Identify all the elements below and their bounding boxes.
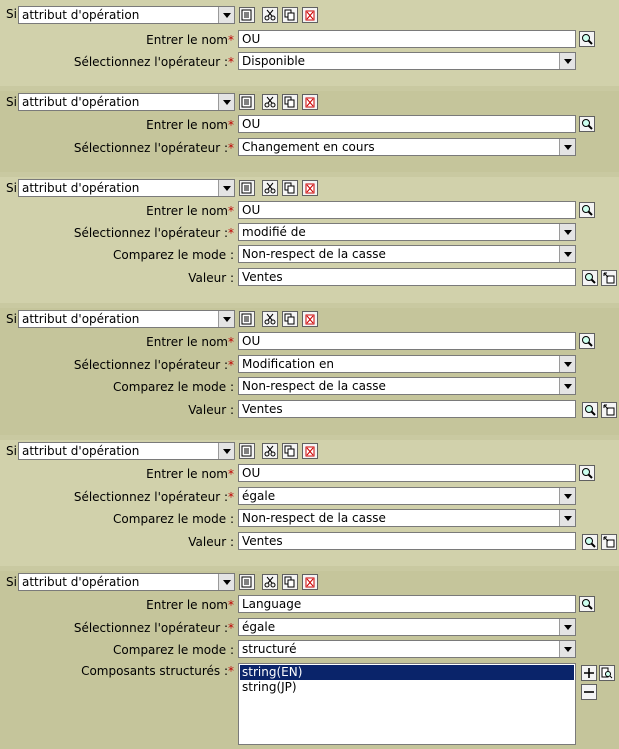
browse-icon[interactable] [579, 333, 595, 349]
condition-type-select[interactable] [18, 93, 235, 111]
delete-icon[interactable] [302, 180, 318, 196]
condition-block-2 [0, 91, 619, 172]
value-label: Valeur : [188, 403, 234, 417]
edit-argument-icon[interactable] [239, 574, 255, 590]
if-label: Si [6, 181, 17, 195]
browse-icon[interactable] [582, 270, 598, 286]
condition-type-value: attribut d'opération [22, 312, 140, 326]
compare-mode-select[interactable]: Non-respect de la casse [238, 245, 576, 263]
compare-mode-label: Comparez le mode : [113, 512, 234, 526]
edit-argument-icon[interactable] [239, 94, 255, 110]
value-input[interactable]: Ventes [238, 268, 576, 286]
browse-icon[interactable] [582, 402, 598, 418]
name-input[interactable]: OU [238, 201, 576, 219]
condition-type-value: attribut d'opération [22, 444, 140, 458]
enter-name-label: Entrer le nom* [146, 118, 234, 132]
browse-icon[interactable] [579, 31, 595, 47]
cut-icon[interactable] [262, 311, 278, 327]
chevron-down-icon[interactable] [218, 443, 234, 459]
edit-argument-icon[interactable] [239, 443, 255, 459]
if-label: Si [6, 312, 17, 326]
if-label: Si [6, 575, 17, 589]
condition-block-3 [0, 177, 619, 303]
condition-block-4 [0, 308, 619, 435]
condition-type-value: attribut d'opération [22, 8, 140, 22]
edit-argument-icon[interactable] [239, 180, 255, 196]
condition-type-select[interactable] [18, 442, 235, 460]
select-operator-label: Sélectionnez l'opérateur :* [73, 621, 234, 635]
compare-mode-label: Comparez le mode : [113, 643, 234, 657]
if-label: Si [6, 95, 17, 109]
chevron-down-icon[interactable] [218, 574, 234, 590]
condition-type-select[interactable] [18, 573, 235, 591]
copy-icon[interactable] [282, 311, 298, 327]
delete-icon[interactable] [302, 94, 318, 110]
cut-icon[interactable] [262, 94, 278, 110]
enter-name-label: Entrer le nom* [146, 467, 234, 481]
select-operator-label: Sélectionnez l'opérateur :* [73, 226, 234, 240]
operator-select[interactable]: Disponible [238, 52, 576, 70]
select-operator-label: Sélectionnez l'opérateur :* [73, 141, 234, 155]
argument-builder-icon[interactable] [601, 270, 617, 286]
name-input[interactable]: OU [238, 332, 576, 350]
value-input[interactable]: Ventes [238, 400, 576, 418]
chevron-down-icon[interactable] [559, 510, 575, 526]
if-label: Si [6, 444, 17, 458]
chevron-down-icon[interactable] [559, 139, 575, 155]
copy-icon[interactable] [282, 7, 298, 23]
compare-mode-select[interactable]: Non-respect de la casse [238, 377, 576, 395]
chevron-down-icon[interactable] [559, 356, 575, 372]
copy-icon[interactable] [282, 94, 298, 110]
copy-icon[interactable] [282, 574, 298, 590]
condition-block-1 [0, 0, 619, 86]
chevron-down-icon[interactable] [218, 180, 234, 196]
select-operator-label: Sélectionnez l'opérateur :* [73, 358, 234, 372]
compare-mode-label: Comparez le mode : [113, 248, 234, 262]
chevron-down-icon[interactable] [218, 311, 234, 327]
value-label: Valeur : [188, 271, 234, 285]
list-item[interactable]: string(JP) [242, 680, 297, 694]
value-input[interactable]: Ventes [238, 532, 576, 550]
chevron-down-icon[interactable] [559, 378, 575, 394]
condition-block-6 [0, 571, 619, 749]
enter-name-label: Entrer le nom* [146, 335, 234, 349]
chevron-down-icon[interactable] [218, 7, 234, 23]
condition-type-value: attribut d'opération [22, 95, 140, 109]
name-input[interactable]: OU [238, 30, 576, 48]
cut-icon[interactable] [262, 574, 278, 590]
compare-mode-label: Comparez le mode : [113, 380, 234, 394]
condition-block-5 [0, 440, 619, 566]
edit-argument-icon[interactable] [239, 311, 255, 327]
copy-icon[interactable] [282, 443, 298, 459]
chevron-down-icon[interactable] [559, 488, 575, 504]
operator-select[interactable]: Changement en cours [238, 138, 576, 156]
copy-icon[interactable] [282, 180, 298, 196]
browse-icon[interactable] [582, 534, 598, 550]
enter-name-label: Entrer le nom* [146, 204, 234, 218]
chevron-down-icon[interactable] [559, 53, 575, 69]
edit-argument-icon[interactable] [239, 7, 255, 23]
condition-type-select[interactable] [18, 310, 235, 328]
structured-components-label: Composants structurés :* [81, 664, 234, 678]
name-input[interactable]: Language [238, 595, 576, 613]
value-label: Valeur : [188, 535, 234, 549]
name-input[interactable]: OU [238, 115, 576, 133]
chevron-down-icon[interactable] [559, 224, 575, 240]
cut-icon[interactable] [262, 7, 278, 23]
add-icon[interactable] [581, 665, 597, 681]
browse-icon[interactable] [579, 202, 595, 218]
chevron-down-icon[interactable] [559, 246, 575, 262]
compare-mode-select[interactable]: Non-respect de la casse [238, 509, 576, 527]
condition-type-select[interactable] [18, 179, 235, 197]
enter-name-label: Entrer le nom* [146, 33, 234, 47]
search-list-icon[interactable] [599, 665, 615, 681]
operator-select[interactable]: Modification en [238, 355, 576, 373]
delete-icon[interactable] [302, 443, 318, 459]
operator-select[interactable]: égale [238, 618, 576, 636]
operator-select[interactable]: modifié de [238, 223, 576, 241]
list-item[interactable]: string(EN) [240, 665, 574, 680]
select-operator-label: Sélectionnez l'opérateur :* [73, 490, 234, 504]
chevron-down-icon[interactable] [559, 641, 575, 657]
enter-name-label: Entrer le nom* [146, 598, 234, 612]
browse-icon[interactable] [579, 596, 595, 612]
operator-select[interactable]: égale [238, 487, 576, 505]
chevron-down-icon[interactable] [559, 619, 575, 635]
remove-icon[interactable] [581, 684, 597, 700]
condition-type-select[interactable] [18, 6, 235, 24]
browse-icon[interactable] [579, 116, 595, 132]
chevron-down-icon[interactable] [218, 94, 234, 110]
delete-icon[interactable] [302, 7, 318, 23]
browse-icon[interactable] [579, 465, 595, 481]
cut-icon[interactable] [262, 443, 278, 459]
delete-icon[interactable] [302, 311, 318, 327]
select-operator-label: Sélectionnez l'opérateur :* [73, 55, 234, 69]
compare-mode-select[interactable]: structuré [238, 640, 576, 658]
cut-icon[interactable] [262, 180, 278, 196]
argument-builder-icon[interactable] [601, 402, 617, 418]
structured-components-list[interactable] [238, 663, 576, 745]
argument-builder-icon[interactable] [601, 534, 617, 550]
condition-type-value: attribut d'opération [22, 181, 140, 195]
condition-type-value: attribut d'opération [22, 575, 140, 589]
delete-icon[interactable] [302, 574, 318, 590]
name-input[interactable]: OU [238, 464, 576, 482]
if-label: Si [6, 7, 17, 21]
